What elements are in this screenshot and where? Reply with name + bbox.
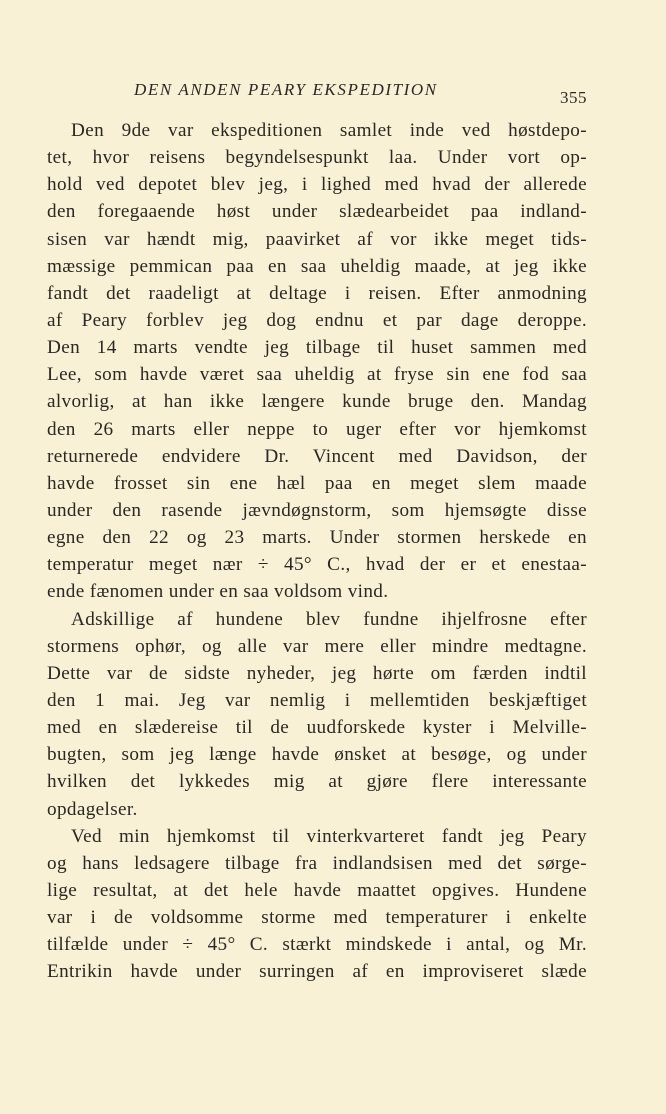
text-line: og hans ledsagere tilbage fra indlandsisen med det sørge- bbox=[47, 852, 587, 874]
running-head bbox=[47, 80, 587, 106]
text-line: Den 14 marts vendte jeg tilbage til huset sammen med bbox=[47, 337, 587, 359]
text-line: Lee, som havde været saa uheldig at fryse sin ene fod saa bbox=[47, 364, 587, 386]
body-text bbox=[47, 117, 587, 986]
text-line: stormens ophør, og alle var mere eller mindre medtagne. bbox=[47, 635, 587, 657]
text-line: opdagelser. bbox=[47, 798, 138, 820]
text-line: returnerede endvidere Dr. Vincent med Davidson, der bbox=[47, 445, 587, 467]
text-line: temperatur meget nær ÷ 45° C., hvad der er et enestaa- bbox=[47, 554, 587, 576]
text-line: ende fænomen under en saa voldsom vind. bbox=[47, 581, 389, 603]
text-line: havde frosset sin ene hæl paa en meget slem maade bbox=[47, 472, 587, 494]
text-line: tilfælde under ÷ 45° C. stærkt mindskede i antal, og Mr. bbox=[47, 934, 587, 956]
text-line: alvorlig, at han ikke længere kunde bruge den. Mandag bbox=[47, 391, 587, 413]
text-line: lige resultat, at det hele havde maattet opgives. Hundene bbox=[47, 879, 587, 901]
text-line: den foregaaende høst under slædearbeidet paa indland- bbox=[47, 201, 587, 223]
text-line: den 26 marts eller neppe to uger efter vor hjemkomst bbox=[47, 418, 587, 440]
text-line: mæssige pemmican paa en saa uheldig maade, at jeg ikke bbox=[47, 255, 587, 277]
text-line: fandt det raadeligt at deltage i reisen. Efter anmodning bbox=[47, 282, 587, 304]
text-line: den 1 mai. Jeg var nemlig i mellemtiden beskjæftiget bbox=[47, 689, 587, 711]
text-line: under den rasende jævndøgnstorm, som hjemsøgte disse bbox=[47, 499, 587, 521]
text-line: Den 9de var ekspeditionen samlet inde ved høstdepo- bbox=[71, 120, 587, 141]
page-number: 355 bbox=[560, 88, 587, 107]
running-title: DEN ANDEN PEARY EKSPEDITION bbox=[134, 80, 438, 99]
text-line: Entrikin havde under surringen af en improviseret slæde bbox=[47, 961, 587, 983]
text-line: var i de voldsomme storme med temperaturer i enkelte bbox=[47, 907, 587, 929]
text-line: bugten, som jeg længe havde ønsket at besøge, og under bbox=[47, 744, 587, 766]
text-line: hold ved depotet blev jeg, i lighed med hvad der allerede bbox=[47, 174, 587, 196]
text-line: Ved min hjemkomst til vinterkvarteret fandt jeg Peary bbox=[71, 825, 587, 847]
text-line: tet, hvor reisens begyndelsespunkt laa. Under vort op- bbox=[47, 147, 587, 169]
text-line: af Peary forblev jeg dog endnu et par dage deroppe. bbox=[47, 309, 587, 331]
text-line: Dette var de sidste nyheder, jeg hørte om færden indtil bbox=[47, 662, 587, 684]
text-line: egne den 22 og 23 marts. Under stormen herskede en bbox=[47, 527, 587, 549]
text-line: Adskillige af hundene blev fundne ihjelfrosne efter bbox=[71, 608, 587, 630]
text-line: sisen var hændt mig, paavirket af vor ikke meget tids- bbox=[47, 228, 587, 250]
text-line: hvilken det lykkedes mig at gjøre flere interessante bbox=[47, 771, 587, 793]
text-line: med en slædereise til de uudforskede kyster i Melville- bbox=[47, 717, 587, 739]
